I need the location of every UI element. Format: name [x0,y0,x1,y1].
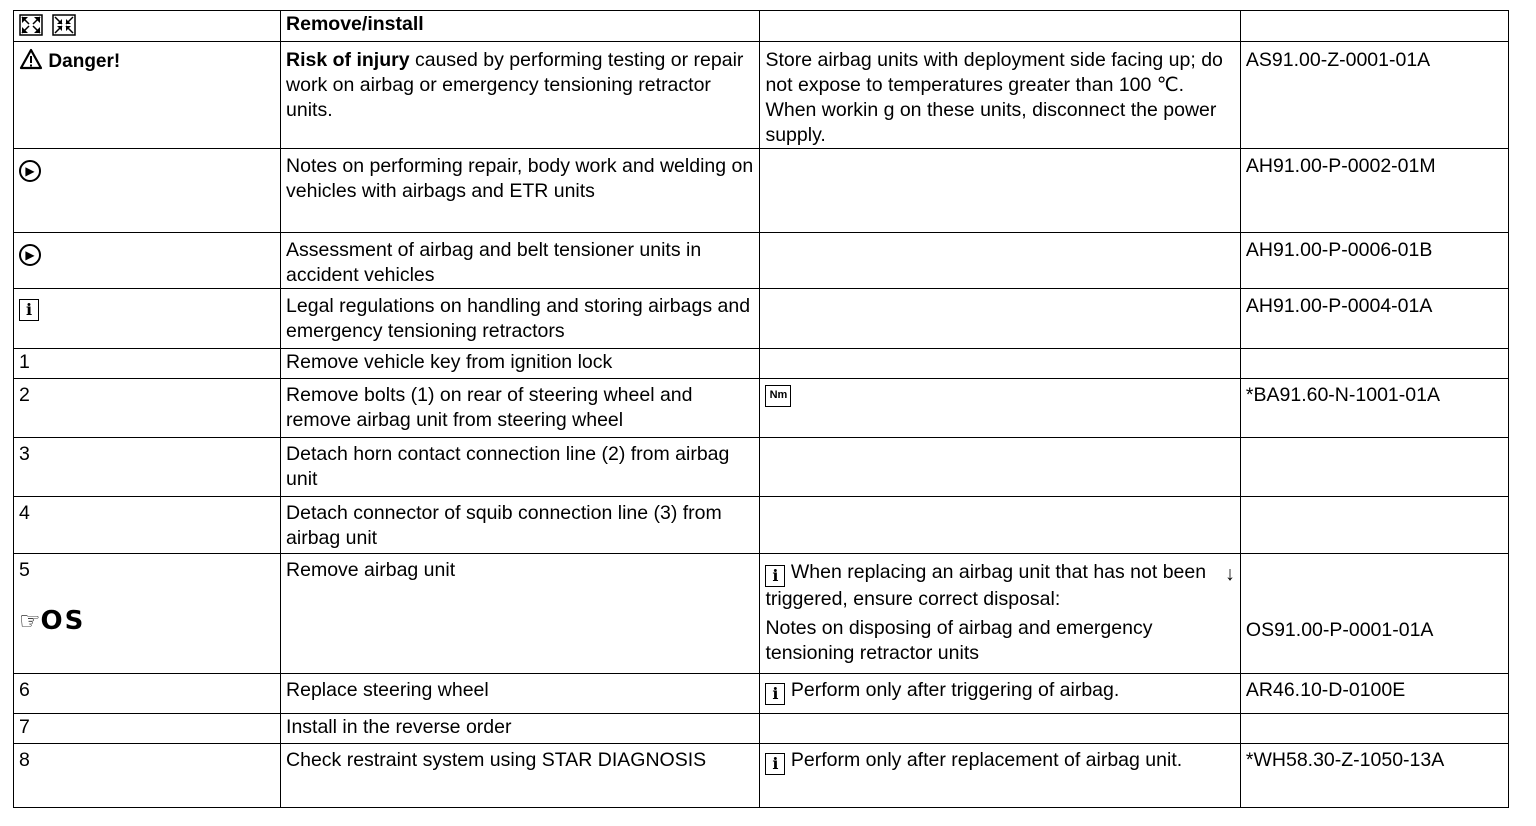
danger-cell [14,42,281,149]
step-text: Replace steering wheel [281,674,760,714]
procedure-table [13,10,1509,808]
note-text: Notes on performing repair, body work and welding on vehicles with airbags and ETR units [281,149,760,233]
reference-circle-icon: ▶ [19,244,41,266]
note-text: Legal regulations on handling and storing airbags and emergency tensioning retractors [281,289,760,349]
note-row [14,149,1509,233]
note-doc-ref[interactable]: AH91.00-P-0006-01B [1240,233,1508,289]
step-number: 8 [14,744,281,808]
note-doc-ref[interactable]: AH91.00-P-0002-01M [1240,149,1508,233]
step-number: 1 [14,349,281,379]
header-empty-cell [1240,11,1508,42]
step-note [760,497,1240,554]
disposal-note-text: When replacing an airbag unit that has not been triggered, ensure correct disposal: [765,561,1207,610]
collapse-arrows-icon [52,14,76,36]
step-row [14,349,1509,379]
step-note-text: Perform only after replacement of airbag unit. [790,749,1183,771]
disposal-note [765,560,1234,612]
step-text: Detach horn contact connection line (2) from airbag unit [281,438,760,497]
risk-text: caused by performing testing or repair work on airbag or emergency tensioning retractor units. [286,49,744,121]
step-note [760,349,1240,379]
step-note [760,438,1240,497]
info-icon: i [19,299,39,321]
step-doc-ref[interactable]: *WH58.30-Z-1050-13A [1240,744,1508,808]
step-text: Remove bolts (1) on rear of steering wheel and remove airbag unit from steering wheel [281,379,760,438]
danger-row [14,42,1509,149]
info-icon: i [765,753,785,775]
header-empty-cell [760,11,1240,42]
danger-doc-ref[interactable]: AS91.00-Z-0001-01A [1240,42,1508,149]
step-number: 3 [14,438,281,497]
step-row [14,554,1509,674]
torque-nm-icon[interactable]: Nm [765,385,791,407]
step-number: 2 [14,379,281,438]
disposal-reference-text: Notes on disposing of airbag and emergency tensioning retractor units [765,617,1153,664]
step-text: Remove airbag unit [281,554,760,674]
note-doc-ref[interactable]: AH91.00-P-0004-01A [1240,289,1508,349]
step-note [760,379,1240,438]
expand-arrows-icon [19,14,43,36]
note-empty-cell [760,289,1240,349]
header-icons-cell [14,11,281,42]
note-row [14,233,1509,289]
step-note [760,744,1240,808]
step-row [14,438,1509,497]
step-note [760,714,1240,744]
step-number-cell [14,554,281,674]
header-row [14,11,1509,42]
risk-heading: Risk of injury [286,49,410,71]
step-note [760,674,1240,714]
note-row [14,289,1509,349]
os-reference [19,606,275,636]
note-icon-cell [14,289,281,349]
step-doc-ref [1240,554,1508,674]
note-empty-cell [760,149,1240,233]
info-icon: i [765,683,785,705]
step-number: 4 [14,497,281,554]
note-icon-cell [14,233,281,289]
step-doc-ref [1240,438,1508,497]
header-title: Remove/install [281,11,760,42]
step-text: Remove vehicle key from ignition lock [281,349,760,379]
step-text: Install in the reverse order [281,714,760,744]
step-text: Check restraint system using STAR DIAGNOSIS [281,744,760,808]
reference-circle-icon: ▶ [19,160,41,182]
step-number: 5 [19,559,30,581]
step-doc-ref [1240,349,1508,379]
os-label: OS [40,606,86,636]
pointing-hand-icon: ☞ [19,608,41,635]
step-row [14,379,1509,438]
step-text: Detach connector of squib connection line (3) from airbag unit [281,497,760,554]
step-note-text: Perform only after triggering of airbag. [790,679,1120,701]
danger-label: Danger! [48,51,121,72]
step-row [14,674,1509,714]
os-doc-ref[interactable]: OS91.00-P-0001-01A [1245,619,1434,641]
step-row [14,714,1509,744]
warning-triangle-icon [19,48,43,70]
danger-advice: Store airbag units with deployment side facing up; do not expose to temperatures greater than 100 ℃. When workin g on these units, disconnect the power supply. [760,42,1240,149]
danger-risk-cell [281,42,760,149]
step-doc-ref[interactable]: *BA91.60-N-1001-01A [1240,379,1508,438]
note-empty-cell [760,233,1240,289]
step-number: 6 [14,674,281,714]
step-doc-ref [1240,714,1508,744]
step-row [14,497,1509,554]
step-row [14,744,1509,808]
note-text: Assessment of airbag and belt tensioner units in accident vehicles [281,233,760,289]
step-note [760,554,1240,674]
step-number: 7 [14,714,281,744]
step-doc-ref[interactable]: AR46.10-D-0100E [1240,674,1508,714]
step-doc-ref [1240,497,1508,554]
note-icon-cell [14,149,281,233]
arrow-down-icon: ↓ [1225,563,1235,585]
info-icon: i [765,565,785,587]
